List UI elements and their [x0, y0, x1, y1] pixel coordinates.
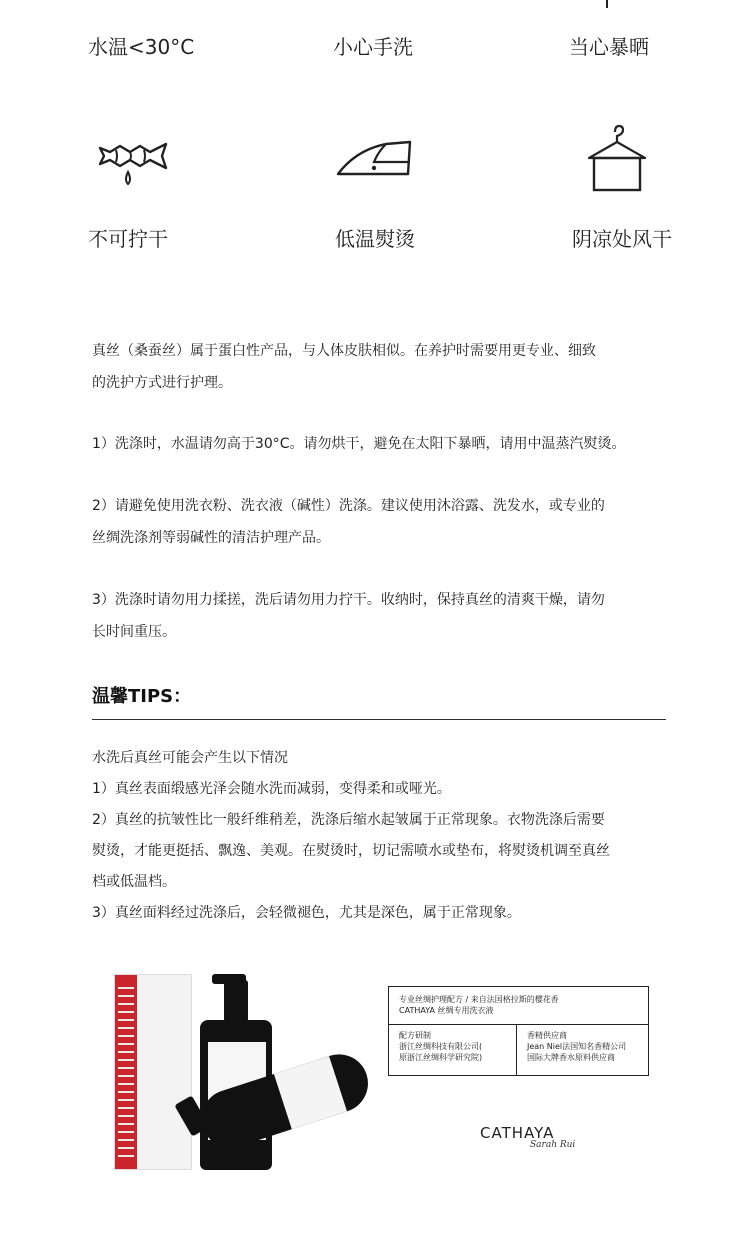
tips-line: 2）真丝的抗皱性比一般纤维稍差，洗涤后缩水起皱属于正常现象。衣物洗涤后需要: [92, 812, 605, 828]
intro-line-1: 真丝（桑蚕丝）属于蛋白性产品，与人体皮肤相似。在养护时需要用更专业、细致: [92, 343, 596, 359]
rule-2: [92, 490, 692, 554]
care-label-low-iron: 低温熨烫: [335, 227, 415, 251]
care-label-water-temp: 水温<30°C: [88, 35, 195, 59]
rule-3-line-1: 3）洗涤时请勿用力揉搓，洗后请勿用力拧干。收纳时，保持真丝的清爽干燥，请勿: [92, 592, 605, 608]
care-label-shade-dry: 阴凉处风干: [572, 227, 672, 251]
info-fragrance: [517, 1025, 648, 1076]
fragrance-title: 香精供应商: [527, 1031, 567, 1040]
fragrance-line-1: Jean Niel法国知名香精公司: [527, 1042, 627, 1051]
info-head-line-2: CATHAYA 丝绸专用洗衣液: [399, 1006, 494, 1015]
rule-3-line-2: 长时间重压。: [92, 624, 176, 640]
tips-title: 温馨TIPS：: [92, 686, 192, 707]
intro-paragraph: [92, 335, 692, 399]
product-box: [114, 974, 192, 1170]
tips-line: 熨烫，才能更挺括、飘逸、美观。在熨烫时，切记需喷水或垫布，将熨烫机调至真丝: [92, 843, 610, 859]
bottle-label-2: [274, 1056, 347, 1129]
care-label-no-wring: 不可拧干: [88, 227, 168, 251]
brand-signature: Sarah Rui: [530, 1140, 576, 1150]
box-pattern: [118, 983, 134, 1163]
care-label-hand-wash: 小心手洗: [333, 35, 413, 59]
low-iron-icon: [334, 138, 414, 180]
tips-line: 3）真丝面料经过洗涤后，会轻微褪色，尤其是深色，属于正常现象。: [92, 905, 521, 921]
product-image: [30, 960, 720, 1170]
intro-line-2: 的洗护方式进行护理。: [92, 375, 232, 391]
no-wring-icon: [96, 140, 170, 192]
tips-line: 水洗后真丝可能会产生以下情况: [92, 750, 288, 766]
hang-dry-icon: [585, 124, 649, 192]
info-formula: [389, 1025, 517, 1076]
fragrance-line-2: 国际大牌香水原料供应商: [527, 1053, 615, 1062]
brand-logo: CATHAYA: [480, 1124, 555, 1142]
tips-divider: [92, 719, 666, 720]
bottle-pump: [224, 980, 248, 1022]
tips-list: [92, 743, 682, 929]
product-info-box: [388, 986, 649, 1076]
rule-1-line-1: 1）洗涤时，水温请勿高于30°C。请勿烘干，避免在太阳下暴晒，请用中温蒸汽熨烫。: [92, 436, 626, 452]
top-edge-mark: [606, 0, 608, 8]
tips-line: 1）真丝表面缎感光泽会随水洗而减弱，变得柔和或哑光。: [92, 781, 451, 797]
rule-1: [92, 428, 692, 460]
rule-2-line-2: 丝绸洗涤剂等弱碱性的清洁护理产品。: [92, 530, 330, 546]
formula-line-1: 浙江丝绸科技有限公司(: [399, 1042, 483, 1051]
info-head-line-1: 专业丝绸护理配方 / 来自法国格拉斯的樱花香: [399, 995, 559, 1004]
rule-3: [92, 584, 692, 648]
info-header: [389, 987, 648, 1025]
tips-line: 档或低温档。: [92, 874, 176, 890]
care-label-sun: 当心暴晒: [569, 35, 649, 59]
rule-2-line-1: 2）请避免使用洗衣粉、洗衣液（碱性）洗涤。建议使用沐浴露、洗发水，或专业的: [92, 498, 605, 514]
formula-title: 配方研制: [399, 1031, 431, 1040]
formula-line-2: 原浙江丝绸科学研究院): [399, 1053, 483, 1062]
